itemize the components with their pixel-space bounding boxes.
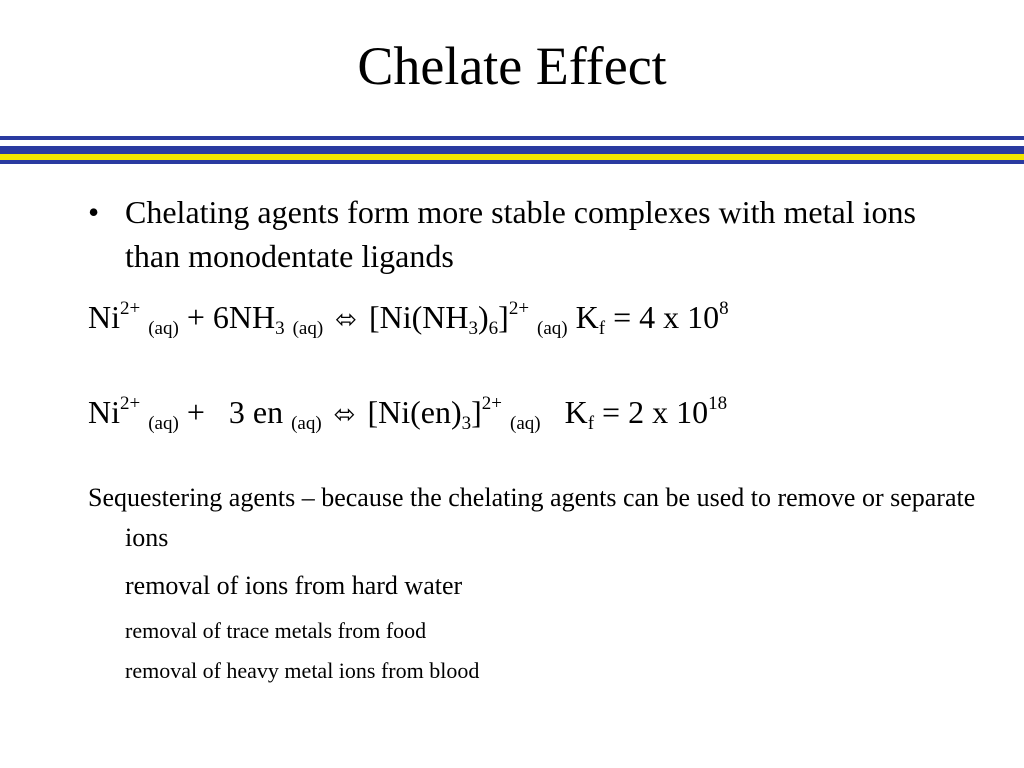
equilibrium-arrow-icon: ⬄ <box>333 400 356 430</box>
eq2-phase-1: (aq) <box>148 413 179 434</box>
eq1-ni: Ni <box>88 299 120 335</box>
sequestering-paragraph: Sequestering agents – because the chelating agents can be used to remove or separate ions <box>88 483 976 552</box>
eq1-k-value: = 4 x 10 <box>613 299 720 335</box>
use-heavy-metals: removal of heavy metal ions from blood <box>125 658 480 683</box>
eq1-ni-charge: 2+ <box>120 298 141 319</box>
use-hard-water: removal of ions from hard water <box>125 571 463 600</box>
header-rule-navy-top <box>0 136 1024 140</box>
eq1-phase-3: (aq) <box>537 318 568 339</box>
eq1-product-sub6: 6 <box>488 318 499 339</box>
equation-ammonia <box>88 297 729 343</box>
header-rule-navy-bottom <box>0 160 1024 164</box>
eq1-product-sub3: 3 <box>468 318 478 339</box>
eq1-k: K <box>575 299 599 335</box>
eq2-k: K <box>564 394 588 430</box>
eq2-product-c: ] <box>471 394 482 430</box>
eq2-k-exp: 18 <box>708 393 728 414</box>
eq2-product-a: [Ni(en) <box>367 394 462 430</box>
eq2-phase-2: (aq) <box>291 413 322 434</box>
eq2-product-charge: 2+ <box>481 393 502 414</box>
eq1-product-c: ] <box>498 299 509 335</box>
eq1-ligand: + 6NH <box>186 299 276 335</box>
eq2-product-sub3: 3 <box>461 413 472 434</box>
eq1-phase-1: (aq) <box>148 318 179 339</box>
equation-ethylenediamine <box>88 392 727 438</box>
eq1-product-b: ) <box>478 299 489 335</box>
eq1-product-charge: 2+ <box>508 298 530 319</box>
eq1-phase-2: (aq) <box>292 318 324 339</box>
eq1-product-a: [Ni(NH <box>368 299 469 335</box>
bullet-marker: • <box>88 194 100 230</box>
eq2-ni: Ni <box>88 394 120 430</box>
bullet-chelating-agents <box>88 190 968 278</box>
bullet-text: Chelating agents form more stable complexes with metal ions than monodentate ligands <box>125 194 916 274</box>
eq1-k-exp: 8 <box>719 298 729 319</box>
use-trace-metals: removal of trace metals from food <box>125 618 427 643</box>
eq1-ligand-sub: 3 <box>275 318 285 339</box>
eq2-ni-charge: 2+ <box>120 393 141 414</box>
eq1-k-sub: f <box>598 318 606 339</box>
eq2-ligand: + 3 en <box>186 394 284 430</box>
eq2-k-value: = 2 x 10 <box>602 394 709 430</box>
eq2-phase-3: (aq) <box>510 413 541 434</box>
slide-title: Chelate Effect <box>357 36 667 96</box>
equilibrium-arrow-icon: ⬄ <box>335 305 357 335</box>
header-rule-navy-main <box>0 146 1024 154</box>
eq2-k-sub: f <box>587 413 595 434</box>
